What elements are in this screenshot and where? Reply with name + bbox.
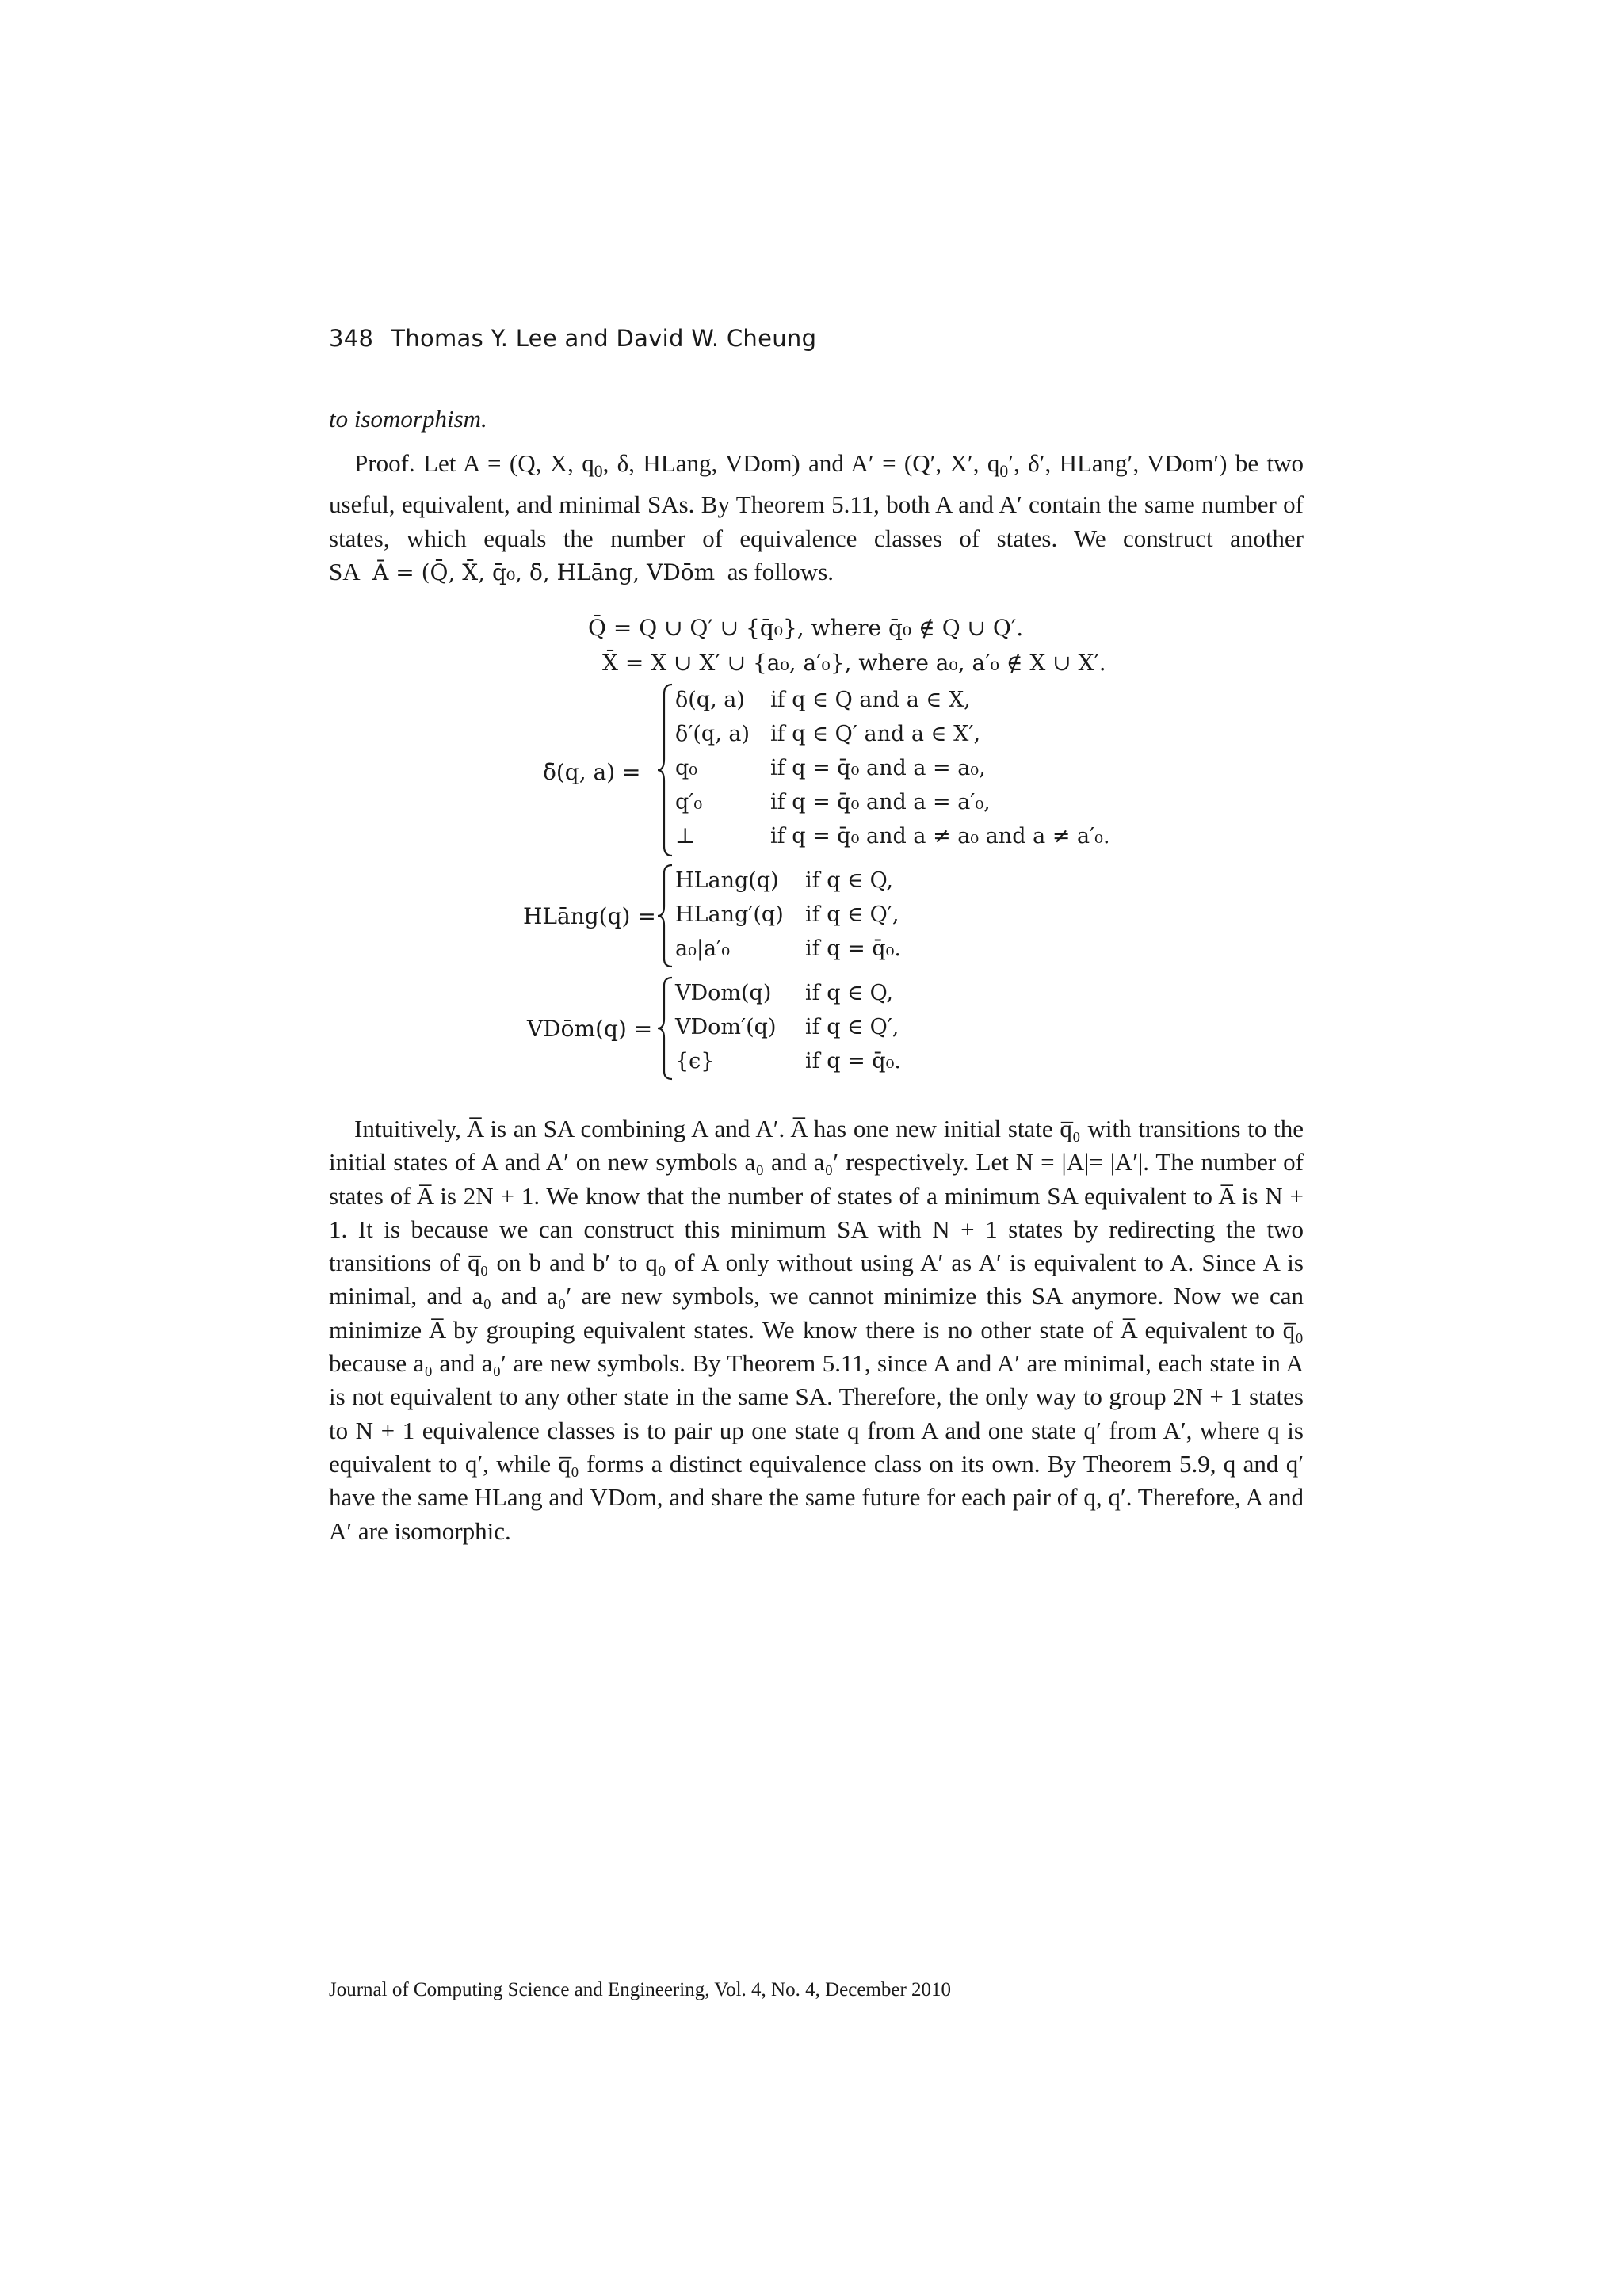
vdom-case-value: VDom′(q) [675,1015,777,1039]
delta-case-value: q′₀ [675,790,703,814]
hlang-case-value: HLang′(q) [675,902,784,927]
delta-case-condition: if q ∈ Q′ and a ∈ X′, [770,722,981,746]
delta-case-value: δ(q, a) [675,688,745,712]
vdom-case-condition: if q ∈ Q′, [805,1015,899,1039]
equation-x-bar: X̄ = X ∪ X′ ∪ {a₀, a′₀}, where a₀, a′₀ ∉ X ∪ X′. [602,650,1106,676]
hlang-case-value: HLang(q) [675,868,779,893]
delta-case-value: q₀ [675,756,698,780]
hlang-case-value: a₀|a′₀ [675,936,731,961]
hlang-case-condition: if q ∈ Q′, [805,902,899,927]
proof-text-4: as follows. [727,558,834,586]
delta-case-value: ⊥ [675,824,696,849]
vdom-case-value: VDom(q) [675,981,772,1005]
page-number: 348 [329,325,374,352]
delta-lhs: δ̄(q, a) = [543,759,641,785]
proof-text-2: , δ, HLang, VDom) and A′ = (Q′, X′, q [602,449,1000,477]
delta-case-condition: if q ∈ Q and a ∈ X, [770,688,971,712]
delta-case-value: δ′(q, a) [675,722,750,746]
body-paragraph [329,1112,1304,1548]
vdom-case-condition: if q ∈ Q, [805,981,894,1005]
hlang-lhs: HLāng(q) = [523,903,656,929]
running-header [329,325,816,352]
delta-case-condition: if q = q̄₀ and a = a′₀, [770,790,991,814]
body-paragraph-text: Intuitively, A̅ is an SA combining A and A′. A̅ has one new initial state q̅₀ with transitions to the initial states of A and A′ on new symbols a₀ and a₀′ respectively. Let N = |A|= |A′|. The number of states of A̅ is 2N + 1. We know that the number of states of a minimum SA equivalent to A̅ is N + 1. It is because we can construct this minimum SA with N + 1 states by redirecting the two transitions of q̅₀ on b and b′ to q₀ of A only without using A′ as A′ is equivalent to A. Since A is minimal, and a₀ and a₀′ are new symbols, we cannot minimize this SA anymore. Now we can minimize A̅ by grouping equivalent states. We know there is no other state of A̅ equivalent to q̅₀ because a₀ and a₀′ are new symbols. By Theorem 5.11, since A and A′ are minimal, each state in A is not equivalent to any other state in the same SA. Therefore, the only way to group 2N + 1 states to N + 1 equivalence classes is to pair up one state q from A and one state q′ from A′, where q is equivalent to q′, while q̅₀ forms a distinct equivalence class on its own. By Theorem 5.9, q and q′ have the same HLang and VDom, and share the same future for each pair of q, q′. Therefore, A and A′ are isomorphic. [329,1115,1304,1545]
hlang-case-condition: if q ∈ Q, [805,868,894,893]
equation-q-bar: Q̄ = Q ∪ Q′ ∪ {q̄₀}, where q̄₀ ∉ Q ∪ Q′. [588,615,1024,641]
delta-case-condition: if q = q̄₀ and a ≠ a₀ and a ≠ a′₀. [770,824,1110,849]
hlang-brace [656,864,675,968]
vdom-case-value: {ϵ} [675,1049,715,1074]
proof-paragraph: Proof. Let A = (Q, X, $q_0$, δ, HLang, VDom) and A′ = (Q′, X′, $q_0'$, δ′, HLang′, VDom′) be two useful, equivalent, and minimal SAs. By Theorem 5.11, both A and A′ contain the same number of states, which equals the number of equivalence classes of states. We construct another SA Ā = (Q̄, X̄, q̄₀, δ̄, HLāng, VDōm as follows. [329,449,1304,586]
proof-text-3: ′, δ′, HLang′, VDom′) be two useful, equivalent, and minimal SAs. By Theorem 5.11, both A and A′ contain the same number of states, which equals the number of equivalence classes of states. We construct another SA [329,449,1304,586]
vdom-brace [656,976,675,1081]
vdom-case-condition: if q = q̄₀. [805,1049,901,1074]
theorem-continuation: to isomorphism. [329,405,487,433]
construct-tuple: Ā = (Q̄, X̄, q̄₀, δ̄, HLāng, VDōm [372,559,716,586]
delta-case-condition: if q = q̄₀ and a = a₀, [770,756,986,780]
header-authors: Thomas Y. Lee and David W. Cheung [391,325,817,352]
delta-brace [656,683,675,857]
journal-footer: Journal of Computing Science and Engineering, Vol. 4, No. 4, December 2010 [329,1979,952,2000]
vdom-lhs: VDōm(q) = [527,1016,653,1042]
proof-text-1: Proof. Let A = (Q, X, q [354,449,594,477]
hlang-case-condition: if q = q̄₀. [805,936,901,961]
